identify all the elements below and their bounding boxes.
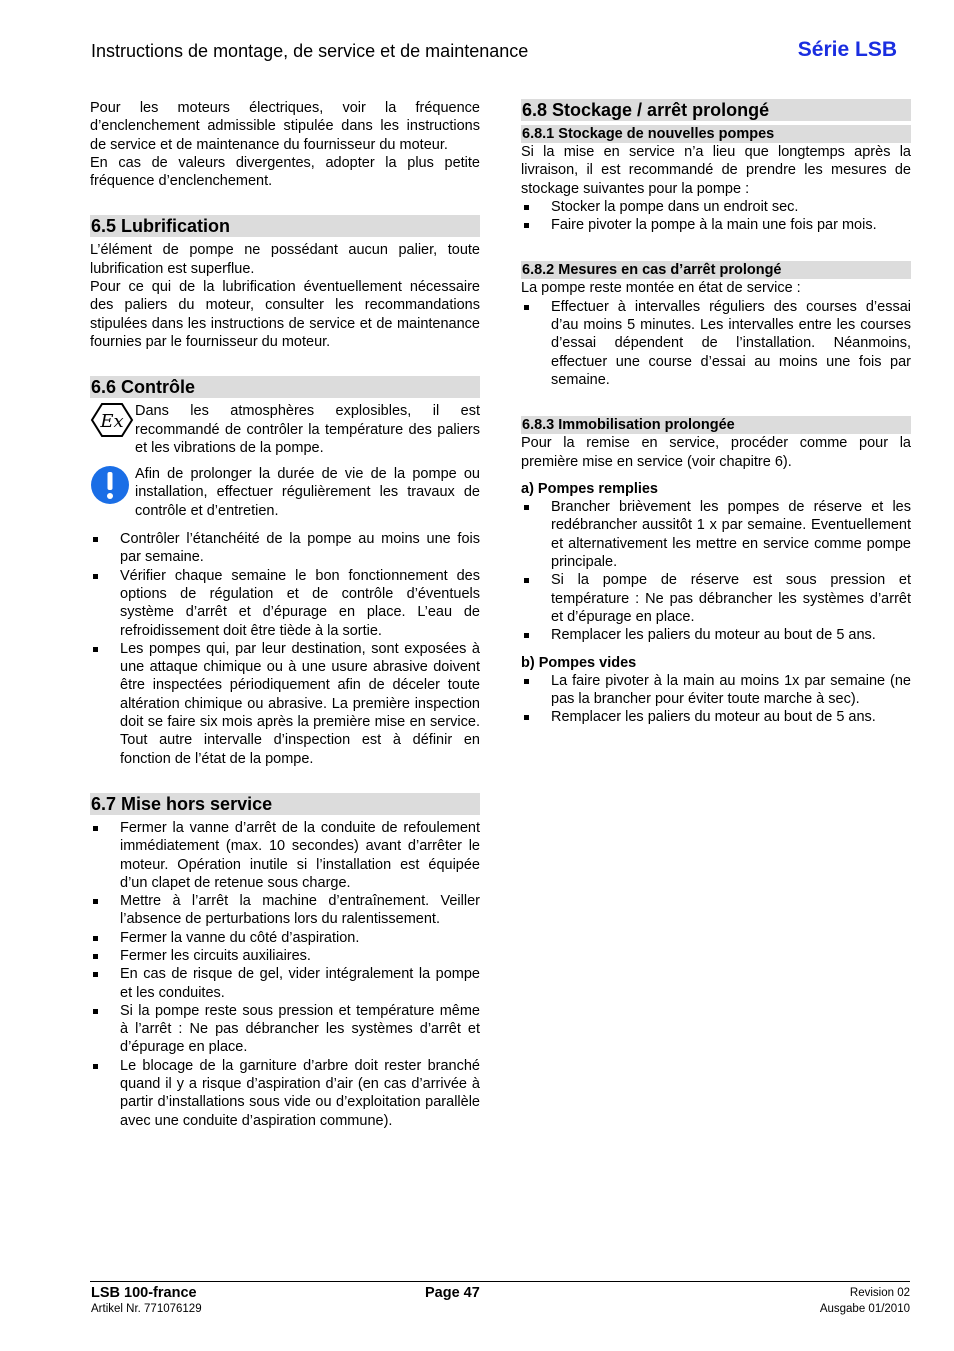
footer-doc-name: LSB 100-france [91, 1285, 197, 1301]
control-list [90, 530, 480, 768]
list-item: Remplacer les paliers du moteur au bout de 5 ans. [521, 626, 911, 644]
list-item: Brancher brièvement les pompes de réserve et les redébrancher aussitôt 1 x par semaine. Eventuellement et alternativement les mettre en service comme pompe principale. [521, 498, 911, 571]
filled-pumps-list [521, 498, 911, 644]
list-item: Vérifier chaque semaine le bon fonctionnement des options de régulation et de contrôle d’éventuels système d’arrêt et d’épurage en place. L’eau de refroidissement doit être tiède à la sortie. [90, 567, 480, 640]
header-title: Instructions de montage, de service et de maintenance [91, 41, 529, 61]
storage-list [521, 198, 911, 235]
footer-article-number: Artikel Nr. 771076129 [91, 1303, 202, 1315]
footer-divider [90, 1281, 910, 1282]
series-title: Série LSB [797, 38, 897, 61]
intro-paragraph: En cas de valeurs divergentes, adopter la plus petite fréquence d’enclenchement. [90, 154, 480, 190]
ex-atex-icon [90, 402, 135, 443]
lubrication-paragraph: Pour ce qui de la lubrification éventuellement nécessaire des paliers du moteur, consulter les recommandations stipulées dans les instructions de service et de maintenance fournies par le fournisseur du moteur. [90, 279, 480, 350]
subsection-heading-6-8-2: 6.8.2 Mesures en cas d’arrêt prolongé [521, 261, 911, 279]
warning-note-text: Afin de prolonger la durée de vie de la pompe ou installation, effectuer régulièrement les travaux de contrôle et d’entretien. [135, 466, 480, 519]
prolonged-stop-paragraph: La pompe reste montée en état de service : [521, 280, 801, 297]
ex-note-text: Dans les atmosphères explosibles, il est recommandé de contrôler la température des paliers et les vibrations de la pompe. [135, 403, 480, 456]
list-item: Remplacer les paliers du moteur au bout de 5 ans. [521, 708, 911, 726]
svg-text:Ex: Ex [100, 411, 124, 433]
list-item: Si la pompe reste sous pression et température même à l’arrêt : Ne pas débrancher les systèmes d’arrêt et d’épurage en place. [90, 1002, 480, 1057]
filled-pumps-heading: a) Pompes remplies [521, 480, 658, 497]
section-heading-6-7: 6.7 Mise hors service [90, 793, 480, 815]
footer-page-number: Page 47 [425, 1285, 480, 1301]
empty-pumps-heading: b) Pompes vides [521, 654, 637, 671]
immobilisation-paragraph: Pour la remise en service, procéder comme pour la première mise en service (voir chapitre 6). [521, 435, 911, 470]
section-heading-6-5: 6.5 Lubrification [90, 215, 480, 237]
footer-revision: Revision 02 [849, 1287, 910, 1299]
list-item: Contrôler l’étanchéité de la pompe au moins une fois par semaine. [90, 530, 480, 567]
storage-paragraph: Si la mise en service n’a lieu que longtemps après la livraison, il est recommandé de prendre les mesures de stockage suivantes pour la pompe : [521, 144, 911, 197]
list-item: Faire pivoter la pompe à la main une fois par mois. [521, 216, 911, 234]
left-column [90, 99, 480, 1130]
list-item: Fermer les circuits auxiliaires. [90, 947, 480, 965]
subsection-heading-6-8-3: 6.8.3 Immobilisation prolongée [521, 416, 911, 434]
list-item: Effectuer à intervalles réguliers des courses d’essai d’au moins 5 minutes. Les intervalles entre les courses d’essai dépendent de l’installation. Néanmoins, effectuer une course d’essai au moins une fois par semaine. [521, 298, 911, 389]
intro-paragraph: Pour les moteurs électriques, voir la fréquence d’enclenchement admissible stipulée dans les instructions de service et de maintenance du fournisseur du moteur. [90, 100, 480, 153]
list-item: Mettre à l’arrêt la machine d’entraînement. Veiller l’absence de perturbations lors du ralentissement. [90, 892, 480, 929]
section-heading-6-8: 6.8 Stockage / arrêt prolongé [521, 99, 911, 121]
lubrication-paragraph: L’élément de pompe ne possédant aucun palier, toute lubrification est superflue. [90, 242, 480, 277]
list-item: La faire pivoter à la main au moins 1x par semaine (ne pas la brancher pour éviter toute marche à sec). [521, 672, 911, 709]
right-column [521, 99, 911, 727]
list-item: Fermer la vanne d’arrêt de la conduite de refoulement immédiatement (max. 10 secondes) avant d’arrêter le moteur. Opération inutile si l’installation est équipée d’un clapet de retenue sous charge. [90, 819, 480, 892]
warning-note [90, 465, 480, 520]
empty-pumps-list [521, 672, 911, 727]
list-item: Fermer la vanne du côté d’aspiration. [90, 929, 480, 947]
shutdown-list [90, 819, 480, 1130]
ex-note [90, 402, 480, 457]
list-item: En cas de risque de gel, vider intégralement la pompe et les conduites. [90, 965, 480, 1002]
subsection-heading-6-8-1: 6.8.1 Stockage de nouvelles pompes [521, 125, 911, 143]
exclamation-icon [90, 465, 135, 510]
prolonged-stop-list [521, 298, 911, 389]
section-heading-6-6: 6.6 Contrôle [90, 376, 480, 398]
list-item: Stocker la pompe dans un endroit sec. [521, 198, 911, 216]
footer-edition: Ausgabe 01/2010 [819, 1303, 910, 1315]
list-item: Le blocage de la garniture d’arbre doit rester branché quand il y a risque d’aspiration d’air (en cas d’arrivée à partir d’installations sous vide ou d’exploitation parallèle avec une conduite d’aspiration commune). [90, 1057, 480, 1130]
list-item: Les pompes qui, par leur destination, sont exposées à une attaque chimique ou à une usure abrasive doivent être inspectées périodiquement afin de déceler toute altération chimique ou abrasive. La première inspection doit se faire six mois après la première mise en service. Tout autre intervalle d’inspection est à définir en fonction de l’état de la pompe. [90, 640, 480, 768]
list-item: Si la pompe de réserve est sous pression et température : Ne pas débrancher les systèmes d’arrêt et d’épurage en place. [521, 571, 911, 626]
